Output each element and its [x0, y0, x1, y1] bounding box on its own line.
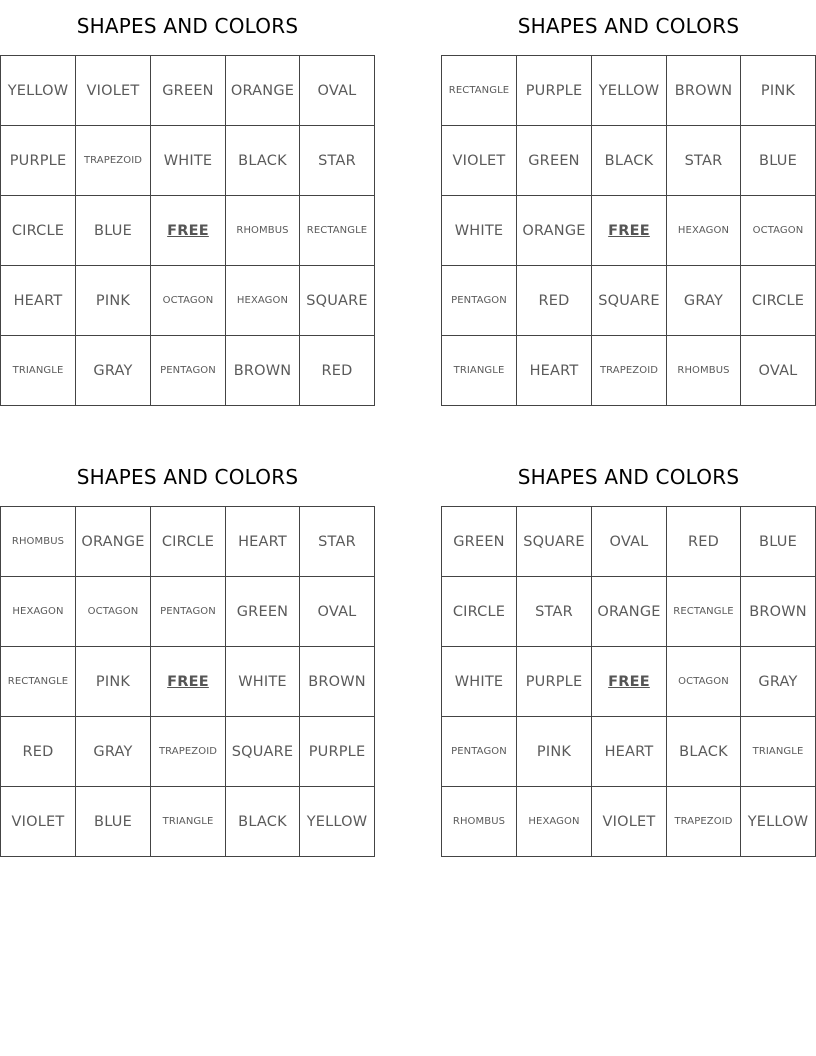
bingo-cell: HEART [226, 507, 300, 577]
bingo-cell: RHOMBUS [226, 196, 300, 266]
bingo-cell: RECTANGLE [442, 56, 517, 126]
bingo-cell: WHITE [442, 196, 517, 266]
bingo-cell: RHOMBUS [667, 336, 741, 406]
bingo-cell: PINK [741, 56, 816, 126]
bingo-cell: PENTAGON [442, 266, 517, 336]
bingo-cell: RECTANGLE [1, 647, 76, 717]
bingo-cell: BLACK [226, 126, 300, 196]
bingo-cell: TRIANGLE [741, 717, 816, 787]
bingo-cell: GREEN [442, 507, 517, 577]
bingo-cell: PURPLE [517, 647, 592, 717]
bingo-cell: PINK [517, 717, 592, 787]
bingo-cell: TRIANGLE [151, 787, 226, 857]
bingo-cell: RECTANGLE [300, 196, 375, 266]
card-title: SHAPES AND COLORS [76, 465, 299, 489]
bingo-cell: CIRCLE [151, 507, 226, 577]
bingo-cell: RED [1, 717, 76, 787]
bingo-cell: OCTAGON [667, 647, 741, 717]
bingo-cell: SQUARE [517, 507, 592, 577]
bingo-cell: HEXAGON [667, 196, 741, 266]
bingo-cell: RED [667, 507, 741, 577]
bingo-cell: VIOLET [442, 126, 517, 196]
bingo-cell: HEXAGON [517, 787, 592, 857]
card-title: SHAPES AND COLORS [76, 14, 299, 38]
bingo-cell: OCTAGON [151, 266, 226, 336]
bingo-grid [441, 506, 816, 857]
bingo-card-3 [0, 451, 375, 857]
bingo-cell: HEXAGON [226, 266, 300, 336]
bingo-cell: OVAL [300, 577, 375, 647]
bingo-cell: SQUARE [592, 266, 667, 336]
bingo-cell: YELLOW [741, 787, 816, 857]
bingo-cell: STAR [300, 126, 375, 196]
bingo-cell: GRAY [667, 266, 741, 336]
bingo-cell: BLUE [76, 196, 151, 266]
bingo-cell: VIOLET [1, 787, 76, 857]
bingo-grid [441, 55, 816, 406]
bingo-cell: CIRCLE [442, 577, 517, 647]
bingo-cell: PURPLE [300, 717, 375, 787]
bingo-card-1 [0, 0, 375, 406]
bingo-cell: PENTAGON [442, 717, 517, 787]
bingo-cell: ORANGE [76, 507, 151, 577]
bingo-cell: ORANGE [517, 196, 592, 266]
bingo-cell: BROWN [667, 56, 741, 126]
bingo-cell: TRIANGLE [1, 336, 76, 406]
bingo-cell: WHITE [442, 647, 517, 717]
bingo-cell: RED [300, 336, 375, 406]
bingo-cell: YELLOW [1, 56, 76, 126]
bingo-cell: RECTANGLE [667, 577, 741, 647]
bingo-cell: OVAL [741, 336, 816, 406]
bingo-cell: GRAY [741, 647, 816, 717]
bingo-cell: GRAY [76, 336, 151, 406]
bingo-cell: BROWN [226, 336, 300, 406]
bingo-cell: BLUE [76, 787, 151, 857]
bingo-grid [0, 506, 375, 857]
bingo-cell: OVAL [592, 507, 667, 577]
bingo-cell: TRAPEZOID [76, 126, 151, 196]
bingo-cell: GRAY [76, 717, 151, 787]
bingo-cell: STAR [300, 507, 375, 577]
bingo-cell: PINK [76, 647, 151, 717]
bingo-cell: OCTAGON [741, 196, 816, 266]
bingo-cell: WHITE [151, 126, 226, 196]
bingo-cell: PURPLE [1, 126, 76, 196]
bingo-cell: VIOLET [76, 56, 151, 126]
bingo-cell: CIRCLE [1, 196, 76, 266]
bingo-cell: VIOLET [592, 787, 667, 857]
bingo-cell: HEART [517, 336, 592, 406]
bingo-cell: HEXAGON [1, 577, 76, 647]
bingo-cell: PURPLE [517, 56, 592, 126]
bingo-cell: BROWN [741, 577, 816, 647]
bingo-cell: ORANGE [226, 56, 300, 126]
bingo-cell: BROWN [300, 647, 375, 717]
bingo-cell: BLACK [226, 787, 300, 857]
free-space-cell: FREE [592, 196, 667, 266]
card-title: SHAPES AND COLORS [517, 14, 740, 38]
bingo-cell: WHITE [226, 647, 300, 717]
bingo-grid [0, 55, 375, 406]
bingo-cell: HEART [1, 266, 76, 336]
bingo-cell: SQUARE [226, 717, 300, 787]
bingo-cell: RHOMBUS [442, 787, 517, 857]
bingo-cell: STAR [667, 126, 741, 196]
bingo-cell: PINK [76, 266, 151, 336]
bingo-cell: TRAPEZOID [592, 336, 667, 406]
bingo-cell: HEART [592, 717, 667, 787]
bingo-cell: GREEN [151, 56, 226, 126]
bingo-cell: PENTAGON [151, 336, 226, 406]
bingo-cell: GREEN [517, 126, 592, 196]
bingo-cell: RHOMBUS [1, 507, 76, 577]
bingo-card-4 [441, 451, 816, 857]
bingo-cell: OVAL [300, 56, 375, 126]
free-space-cell: FREE [592, 647, 667, 717]
bingo-cell: TRIANGLE [442, 336, 517, 406]
bingo-cell: TRAPEZOID [151, 717, 226, 787]
bingo-cell: STAR [517, 577, 592, 647]
bingo-cell: BLACK [667, 717, 741, 787]
bingo-card-2 [441, 0, 816, 406]
bingo-cell: GREEN [226, 577, 300, 647]
bingo-cell: RED [517, 266, 592, 336]
bingo-cell: CIRCLE [741, 266, 816, 336]
bingo-cell: PENTAGON [151, 577, 226, 647]
bingo-cell: BLUE [741, 507, 816, 577]
bingo-cell: BLACK [592, 126, 667, 196]
free-space-cell: FREE [151, 647, 226, 717]
bingo-cell: OCTAGON [76, 577, 151, 647]
bingo-cell: BLUE [741, 126, 816, 196]
bingo-cell: TRAPEZOID [667, 787, 741, 857]
card-title: SHAPES AND COLORS [517, 465, 740, 489]
bingo-cell: SQUARE [300, 266, 375, 336]
bingo-cell: YELLOW [592, 56, 667, 126]
bingo-cell: ORANGE [592, 577, 667, 647]
bingo-cell: YELLOW [300, 787, 375, 857]
free-space-cell: FREE [151, 196, 226, 266]
